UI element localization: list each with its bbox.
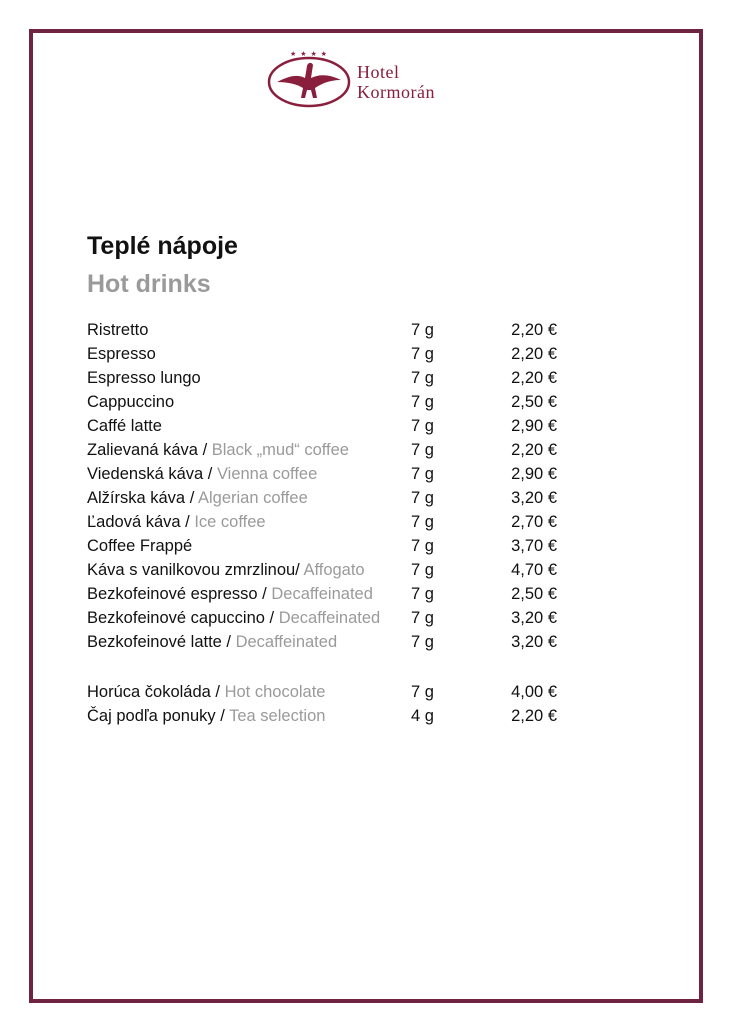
menu-row: [87, 390, 557, 414]
item-quantity: 4 g: [411, 707, 434, 725]
item-name-slovak: Espresso lungo: [87, 369, 201, 387]
menu-row: [87, 606, 557, 630]
item-name-english: Decaffeinated: [235, 633, 338, 651]
item-name: [87, 414, 162, 438]
item-price: 2,20 €: [511, 441, 557, 459]
item-name-slovak: Bezkofeinové capuccino /: [87, 609, 279, 627]
item-price: 4,70 €: [511, 561, 557, 579]
item-name-slovak: Alžírska káva /: [87, 489, 198, 507]
item-quantity: 7 g: [411, 465, 434, 483]
item-quantity: 7 g: [411, 441, 434, 459]
menu-row: [87, 366, 557, 390]
item-name-english: Affogato: [303, 561, 365, 579]
item-price: 4,00 €: [511, 683, 557, 701]
item-price: 2,90 €: [511, 465, 557, 483]
logo-stars: ★ ★ ★ ★: [290, 51, 328, 58]
item-price: 3,20 €: [511, 609, 557, 627]
item-name: [87, 606, 380, 630]
cormorant-logo-icon: [267, 52, 353, 108]
item-name: [87, 510, 266, 534]
item-price: 3,20 €: [511, 489, 557, 507]
menu-row: [87, 558, 557, 582]
menu-row: [87, 342, 557, 366]
item-name-slovak: Coffee Frappé: [87, 537, 193, 555]
menu-row: [87, 534, 557, 558]
item-name: [87, 438, 349, 462]
logo-kormoran-text: Kormorán: [357, 82, 435, 102]
item-quantity: 7 g: [411, 321, 434, 339]
item-name-english: Decaffeinated: [278, 609, 381, 627]
item-name-slovak: Bezkofeinové espresso /: [87, 585, 272, 603]
item-price: 2,50 €: [511, 585, 557, 603]
list-gap: [87, 654, 557, 680]
item-name: [87, 630, 337, 654]
item-quantity: 7 g: [411, 683, 434, 701]
item-name: [87, 680, 325, 704]
item-name: [87, 558, 365, 582]
item-quantity: 7 g: [411, 609, 434, 627]
item-name-slovak: Caffé latte: [87, 417, 162, 435]
drinks-menu: [87, 318, 557, 728]
item-name-slovak: Espresso: [87, 345, 156, 363]
item-name-english: Ice coffee: [194, 513, 266, 531]
item-name-english: Decaffeinated: [271, 585, 373, 603]
item-name: [87, 318, 148, 342]
item-quantity: 7 g: [411, 369, 434, 387]
section-title-slovak: Teplé nápoje: [87, 232, 238, 260]
item-quantity: 7 g: [411, 633, 434, 651]
item-price: 2,70 €: [511, 513, 557, 531]
item-name: [87, 582, 373, 606]
item-name-english: Algerian coffee: [197, 489, 308, 507]
item-quantity: 7 g: [411, 585, 434, 603]
coffee-list: [87, 318, 557, 654]
item-quantity: 7 g: [411, 393, 434, 411]
menu-row: [87, 582, 557, 606]
item-name-slovak: Horúca čokoláda /: [87, 683, 225, 701]
item-quantity: 7 g: [411, 513, 434, 531]
menu-row: [87, 438, 557, 462]
menu-row: [87, 318, 557, 342]
menu-row: [87, 680, 557, 704]
item-price: 2,50 €: [511, 393, 557, 411]
item-name: [87, 462, 317, 486]
item-price: 2,20 €: [511, 369, 557, 387]
item-quantity: 7 g: [411, 345, 434, 363]
item-name-english: Black „mud“ coffee: [211, 441, 349, 459]
item-price: 3,20 €: [511, 633, 557, 651]
item-quantity: 7 g: [411, 489, 434, 507]
item-price: 2,20 €: [511, 707, 557, 725]
item-price: 2,90 €: [511, 417, 557, 435]
item-name: [87, 342, 156, 366]
menu-row: [87, 486, 557, 510]
menu-row: [87, 630, 557, 654]
item-price: 2,20 €: [511, 321, 557, 339]
item-name-slovak: Bezkofeinové latte /: [87, 633, 236, 651]
hotel-logo: [267, 52, 477, 110]
item-name-slovak: Viedenská káva /: [87, 465, 217, 483]
other-drinks-list: [87, 680, 557, 728]
item-name-slovak: Káva s vanilkovou zmrzlinou/: [87, 561, 304, 579]
item-name-slovak: Ristretto: [87, 321, 149, 339]
menu-row: [87, 704, 557, 728]
item-quantity: 7 g: [411, 417, 434, 435]
item-name-english: Vienna coffee: [216, 465, 318, 483]
item-name: [87, 366, 201, 390]
item-price: 2,20 €: [511, 345, 557, 363]
item-name: [87, 704, 325, 728]
item-name: [87, 486, 308, 510]
item-name-slovak: Čaj podľa ponuky /: [87, 707, 230, 725]
item-name-english: Hot chocolate: [224, 683, 326, 701]
item-name-slovak: Cappuccino: [87, 393, 175, 411]
item-quantity: 7 g: [411, 537, 434, 555]
item-name: [87, 390, 174, 414]
item-price: 3,70 €: [511, 537, 557, 555]
logo-hotel-text: Hotel: [357, 62, 400, 82]
menu-row: [87, 462, 557, 486]
item-quantity: 7 g: [411, 561, 434, 579]
menu-row: [87, 510, 557, 534]
item-name-english: Tea selection: [229, 707, 326, 725]
item-name-slovak: Ľadová káva /: [87, 513, 195, 531]
item-name: [87, 534, 192, 558]
item-name-slovak: Zalievaná káva /: [87, 441, 212, 459]
menu-row: [87, 414, 557, 438]
section-title-english: Hot drinks: [87, 270, 211, 298]
